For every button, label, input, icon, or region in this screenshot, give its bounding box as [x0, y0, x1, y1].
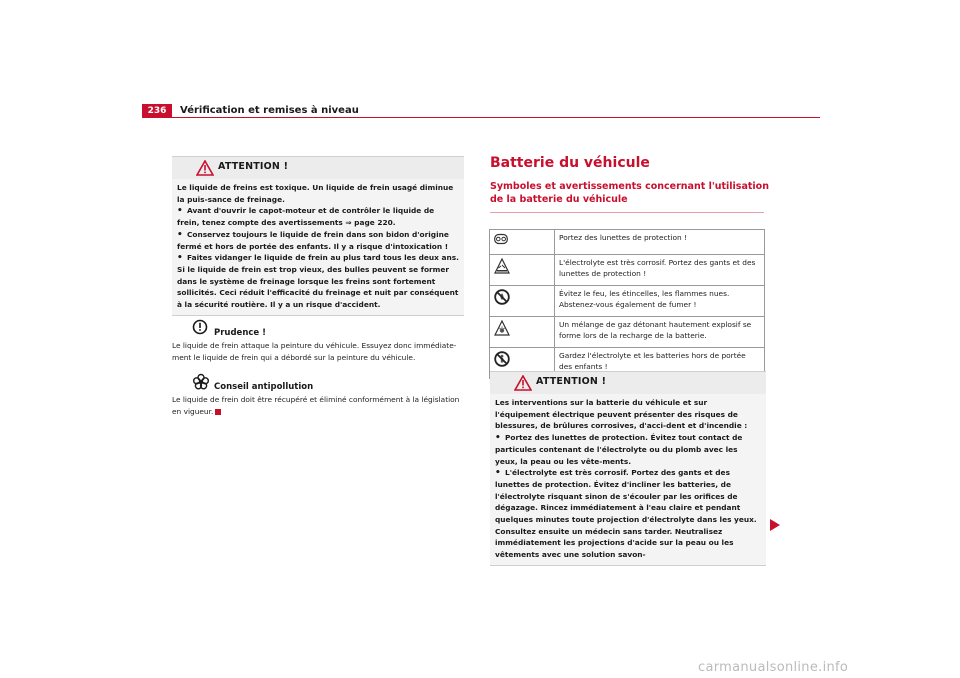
subsection-title: Symboles et avertissements concernant l'utilisation de la batterie du véhicule — [490, 181, 769, 205]
warning-header — [172, 157, 464, 179]
flower-icon — [192, 373, 210, 391]
table-row — [490, 317, 765, 348]
caution-text: Le liquide de frein attaque la peinture du véhicule. Essuyez donc immédiate-ment le liquide de frein qui a débordé sur la peinture du véhicule. — [172, 341, 457, 362]
warning-bullet: • Portez des lunettes de protection. Évitez tout contact de particules contenant de l'électrolyte ou du plomb avec les yeux, la peau ou les vête-ments. — [495, 433, 743, 466]
explosive-icon — [494, 320, 510, 336]
caution-title: Prudence ! — [214, 328, 267, 338]
warning-title: ATTENTION ! — [218, 161, 289, 172]
corrosive-icon — [494, 258, 510, 274]
warning-bullet: • Conservez toujours le liquide de frein dans son bidon d'origine fermé et hors de portée des enfants. Il y a risque d'intoxication ! — [177, 229, 449, 251]
eco-note — [172, 373, 468, 417]
section-title: Batterie du véhicule — [490, 155, 650, 171]
brake-fluid-warning-box — [172, 156, 464, 316]
symbol-text: Évitez le feu, les étincelles, les flammes nues. Abstenez-vous également de fumer ! — [555, 286, 765, 317]
subsection-rule — [490, 212, 764, 213]
warning-bullet: • Avant d'ouvrir le capot-moteur et de contrôler le liquide de frein, tenez compte des avertissements ⇒ page 220. — [177, 206, 435, 228]
warning-header — [490, 372, 766, 394]
warning-triangle-icon — [514, 375, 532, 391]
goggles-icon — [494, 233, 508, 245]
footer-watermark: carmanualsonline.info — [698, 660, 849, 675]
warning-bullet: • L'électrolyte est très corrosif. Portez des gants et des lunettes de protection. Évitez d'incliner les batteries, de l'électrolyte risquant sinon de s'écouler par les orifices de dégazage. Rincez immédiatement à l'eau claire et pendant quelques minutes toute projection d'électrolyte dans les yeux. Consultez ensuite un médecin sans tarder. Neutralisez immédiatement les projections d'acide sur la peau ou les vêtements avec une solution savon- — [495, 468, 757, 560]
eco-text: Le liquide de frein doit être récupéré et éliminé conformément à la législation en vigueur. — [172, 395, 460, 416]
eco-title: Conseil antipollution — [214, 382, 314, 392]
warning-title: ATTENTION ! — [536, 376, 607, 387]
battery-warning-box — [490, 371, 766, 566]
warning-intro: Les interventions sur la batterie du véhicule et sur l'équipement électrique peuvent présenter des risques de blessures, de brûlures corrosives, d'acci-dent et d'incendie : — [495, 398, 748, 431]
page-number: 236 — [142, 104, 172, 118]
caution-icon — [192, 319, 208, 335]
keep-from-children-icon — [494, 351, 510, 367]
caution-note — [172, 319, 468, 363]
table-row — [490, 286, 765, 317]
header-rule — [172, 117, 820, 118]
symbol-text: Un mélange de gaz détonant hautement explosif se forme lors de la recharge de la batterie. — [555, 317, 765, 348]
page-header-title: Vérification et remises à niveau — [180, 105, 359, 116]
end-of-section-mark — [215, 409, 221, 415]
table-row — [490, 230, 765, 255]
warning-intro: Le liquide de freins est toxique. Un liquide de frein usagé diminue la puis-sance de freinage. — [177, 183, 454, 204]
warning-bullet: • Faites vidanger le liquide de frein au plus tard tous les deux ans. Si le liquide de frein est trop vieux, des bulles peuvent se former dans le système de freinage lorsque les freins sont fortement sollicités. Ceci réduit l'efficacité du freinage et nuit par conséquent à la sécurité routière. Il y a un risque d'accident. — [177, 253, 459, 310]
battery-symbols-table — [489, 229, 765, 379]
symbol-text: Gardez l'électrolyte et les batteries hors de portée des enfants ! — [555, 348, 765, 379]
warning-body — [172, 179, 464, 315]
warning-body — [490, 394, 766, 565]
warning-triangle-icon — [196, 160, 214, 176]
table-row — [490, 255, 765, 286]
continue-arrow-icon — [770, 519, 780, 531]
symbol-text: L'électrolyte est très corrosif. Portez des gants et des lunettes de protection ! — [555, 255, 765, 286]
symbol-text: Portez des lunettes de protection ! — [555, 230, 765, 255]
no-fire-icon — [494, 289, 510, 305]
